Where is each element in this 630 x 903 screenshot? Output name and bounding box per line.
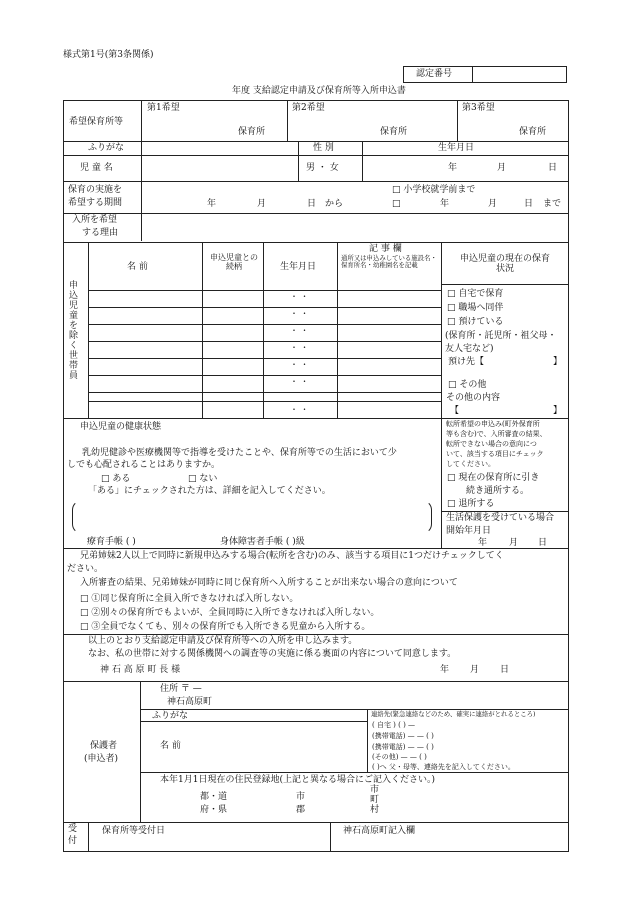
transfer-leave-checkbox[interactable]: □ 退所する (447, 499, 495, 509)
status-other[interactable]: □ その他 (448, 380, 487, 390)
hope-choice-2[interactable]: 第2希望 (292, 103, 325, 113)
gender-options[interactable]: 男 ・ 女 (306, 163, 339, 173)
guardian-name-field[interactable]: 名 前 (160, 741, 181, 751)
furigana-label: ふりがな (88, 143, 125, 153)
until-school-checkbox[interactable]: □ 小学校就学前まで (392, 185, 476, 195)
health-yes-checkbox[interactable]: □ ある (101, 474, 131, 484)
health-no-checkbox[interactable]: □ ない (188, 474, 218, 484)
hope-label: 希望保育所等 (69, 117, 124, 127)
sibling-option-3[interactable]: □ ③全員でなくても、別々の保育所でも入所できる児童から入所する。 (80, 622, 371, 632)
transfer-continue-checkbox[interactable]: □ 現在の保育所に引き (447, 473, 540, 483)
member-name-header: 名 前 (127, 262, 148, 272)
birth-label: 生年月日 (438, 143, 475, 153)
hope-choice-1[interactable]: 第1希望 (147, 103, 180, 113)
health-title: 申込児童の健康状態 (80, 422, 162, 432)
hope-choice-3[interactable]: 第3希望 (462, 103, 495, 113)
mayor-address: 神 石 高 原 町 長 様 (100, 665, 181, 675)
household-side-label: 申込児童を除く世帯員 (67, 280, 77, 380)
period-label: 保育の実施を (68, 185, 123, 195)
sibling-option-1[interactable]: □ ①同じ保育所に全員入所できなければ入所しない。 (80, 594, 299, 604)
status-home[interactable]: □ 自宅で保育 (447, 289, 504, 299)
form-number: 様式第1号(第3条関係) (63, 50, 154, 60)
child-name-label: 児 童 名 (80, 163, 113, 173)
sibling-instructions: 兄弟姉妹2人以上で同時に新規申込みする場合(転所を含む)のみ、該当する項目に1つだけチェックしてく (80, 551, 504, 561)
health-detail-bracket[interactable] (72, 500, 432, 534)
sibling-option-2[interactable]: □ ②別々の保育所でもよいが、全員同時に入所できなければ入所しない。 (80, 608, 380, 618)
status-workplace[interactable]: □ 職場へ同伴 (447, 303, 504, 313)
reason-label: 入所を希望 (72, 215, 118, 225)
contact-home[interactable]: ( 自宅 ) ( ) — (372, 721, 416, 729)
gender-label: 性 別 (313, 143, 334, 153)
address-field[interactable]: 住所 〒 — (160, 684, 202, 694)
period-end-checkbox[interactable]: □ (392, 199, 401, 209)
form-title: 年度 支給認定申請及び保育所等入所申込書 (232, 86, 406, 96)
status-entrusted[interactable]: □ 預けている (447, 317, 504, 327)
guardian-label: 保護者 (90, 741, 118, 751)
certification-label: 認定番号 (416, 69, 453, 79)
reception-label: 受 付 (68, 824, 78, 846)
